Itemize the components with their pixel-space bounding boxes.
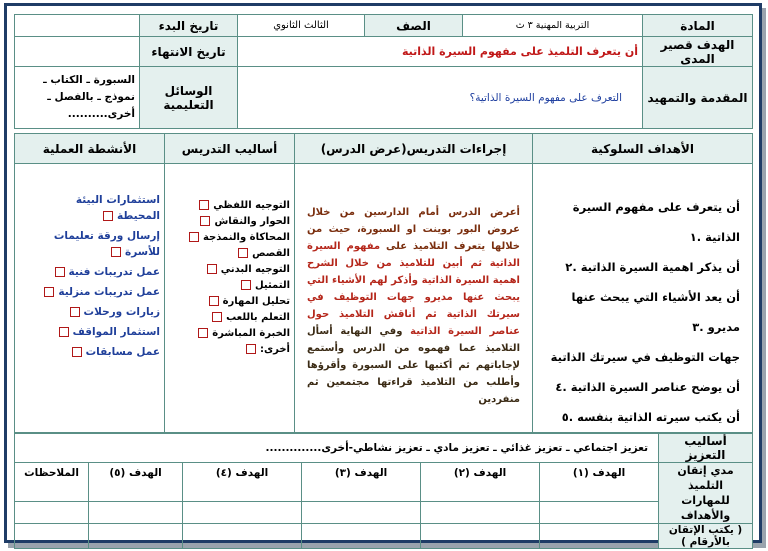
behavioral-item: أن يعد الأشياء التي يبحث عنها مديرو .٣	[571, 290, 740, 334]
info-table	[14, 14, 753, 129]
activity-item[interactable]: عمل مسابقات	[39, 344, 160, 360]
page-frame	[4, 3, 762, 548]
subject-value: التربية المهنية ٣ ث	[463, 15, 643, 37]
long-goal-label: الهدف قصير المدى	[643, 37, 753, 67]
method-item[interactable]: الخبرة المباشرة	[169, 326, 290, 342]
activities-header: الأنشطة العملية	[15, 134, 165, 164]
notes-value[interactable]	[15, 502, 89, 524]
behavioral-header: الأهداف السلوكية	[533, 134, 753, 164]
end-date-label: تاريخ الانتهاء	[140, 37, 238, 67]
method-item[interactable]: التمثيل	[169, 278, 290, 294]
start-date-value	[15, 15, 140, 37]
goal-1-value[interactable]	[540, 502, 659, 524]
activity-item[interactable]: زيارات ورحلات	[39, 304, 160, 320]
activities-cell	[15, 164, 165, 433]
behavioral-item: أن يذكر اهمية السيرة الذاتية .٢	[565, 260, 740, 274]
goal-2-header: الهدف (٢)	[421, 463, 540, 502]
method-item[interactable]: التوجيه اللفظي	[169, 198, 290, 214]
procedures-cell	[295, 164, 533, 433]
reinforcement-value: تعزيز اجتماعي ـ تعزيز غذائي ـ تعزيز مادي ـ تعزيز نشاطي-أخرى..............	[15, 434, 659, 463]
method-item[interactable]: التوجيه البدني	[169, 262, 290, 278]
method-item[interactable]: تحليل المهارة	[169, 294, 290, 310]
mastery-label: مدي إتقان التلميذ للمهارات والأهداف	[659, 463, 753, 524]
activity-item[interactable]: عمل تدريبات منزلية	[39, 284, 160, 300]
methods-header: أساليب التدريس	[165, 134, 295, 164]
goal-2-value[interactable]	[421, 502, 540, 524]
goal-1-header: الهدف (١)	[540, 463, 659, 502]
behavioral-list	[537, 192, 748, 432]
behavioral-cell	[533, 164, 753, 433]
goal-5-header: الهدف (٥)	[89, 463, 183, 502]
activity-item[interactable]: استثمار المواقف	[39, 324, 160, 340]
start-date-label: تاريخ البدء	[140, 15, 238, 37]
end-date-value	[15, 37, 140, 67]
goal-4-value[interactable]	[183, 502, 302, 524]
behavioral-item: أن يتعرف على مفهوم السيرة الذاتية .١	[572, 200, 740, 244]
footnote-cell	[15, 524, 89, 549]
lesson-table	[14, 133, 753, 433]
method-item[interactable]: المحاكاة والنمذجة	[169, 230, 290, 246]
reinforcement-label: أساليب التعزيز	[659, 434, 753, 463]
procedures-header: إجراءات التدريس(عرض الدرس)	[295, 134, 533, 164]
procedures-text-2: مفهوم السيرة الذاتية ثم أبين للتلاميذ من خلال الشرح اهمية السيرة الذاتية وأذكر لهم الأشياء التي يبحث عنها مديرو جهات التوظيف في سيرتك الذاتية ثم أناقش التلاميذ حول عناصر السيرة الذاتية	[307, 241, 521, 337]
footnote-cell	[89, 524, 183, 549]
intro-label: المقدمة والتمهيد	[643, 67, 753, 129]
subject-label: المادة	[643, 15, 753, 37]
procedures-text-1: أعرض الدرس أمام الدارسين من خلال عروض البور بوينت او السبورة، حيث من خلالها يتعرف التلاميذ على	[307, 207, 520, 252]
class-value: الثالث الثانوي	[238, 15, 365, 37]
methods-cell	[165, 164, 295, 433]
method-item[interactable]: أخرى:	[169, 342, 290, 358]
aids-value: السبورة ـ الكتاب ـ نموذج ـ بالفصل ـ أخرى..........	[15, 67, 140, 129]
behavioral-item: أن يوضح عناصر السيرة الذاتية .٤	[555, 380, 740, 394]
goal-3-header: الهدف (٣)	[302, 463, 421, 502]
goal-3-value[interactable]	[302, 502, 421, 524]
method-item[interactable]: التعلم باللعب	[169, 310, 290, 326]
behavioral-item: جهات التوظيف في سيرتك الذاتية	[550, 350, 740, 364]
lesson-plan	[14, 14, 752, 548]
activity-item[interactable]: استثمارات البيئة المحيطة	[39, 192, 160, 224]
method-item[interactable]: الحوار والنقاش	[169, 214, 290, 230]
method-item[interactable]: القصص	[169, 246, 290, 262]
mastery-footnote: ( يكتب الإتقان بالأرقام )	[659, 524, 753, 549]
goal-4-header: الهدف (٤)	[183, 463, 302, 502]
footnote-cell	[183, 524, 302, 549]
footnote-cell	[540, 524, 659, 549]
notes-header: الملاحظات	[15, 463, 89, 502]
footnote-cell	[302, 524, 421, 549]
evaluation-table	[14, 433, 753, 549]
goal-5-value[interactable]	[89, 502, 183, 524]
behavioral-item: أن يكتب سيرته الذاتية بنفسه .٥	[561, 410, 740, 424]
class-label: الصف	[365, 15, 463, 37]
intro-value: التعرف على مفهوم السيرة الذاتية؟	[238, 67, 643, 129]
activities-list	[39, 192, 160, 360]
footnote-cell	[421, 524, 540, 549]
methods-list	[169, 198, 290, 358]
long-goal-value: أن يتعرف التلميذ على مفهوم السيرة الذاتية	[238, 37, 643, 67]
procedures-text-3: وفي النهاية أسأل التلاميذ عما فهموه من الدرس وأستمع لإجاباتهم ثم أكتبها على السبورة وأقرؤها وأطلب من التلاميذ قراءتها مجتمعين ثم منفردين	[307, 326, 520, 405]
activity-item[interactable]: إرسال ورقة تعليمات للأسرة	[39, 228, 160, 260]
activity-item[interactable]: عمل تدريبات فنية	[39, 264, 160, 280]
aids-label: الوسائل التعليمية	[140, 67, 238, 129]
